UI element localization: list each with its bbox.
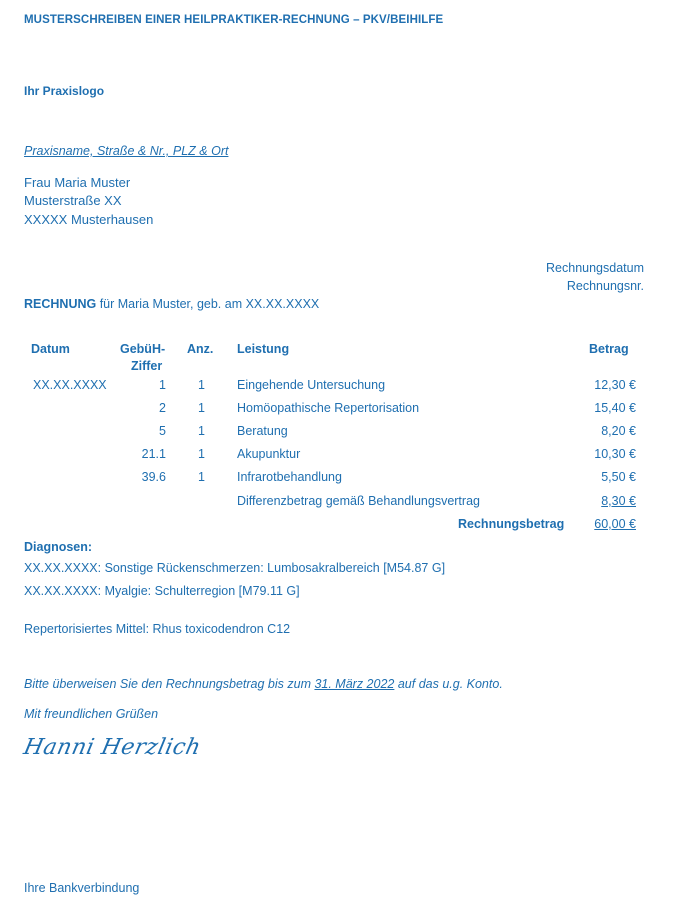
- row-betrag: 15,40 €: [594, 401, 636, 415]
- row-anzahl: 1: [198, 378, 205, 392]
- difference-label: Differenzbetrag gemäß Behandlungsvertrag: [237, 494, 480, 508]
- diagnosis-item: XX.XX.XXXX: Sonstige Rückenschmerzen: Lumbosakralbereich [M54.87 G]: [24, 561, 446, 575]
- row-betrag: 12,30 €: [594, 378, 636, 392]
- col-header-betrag: Betrag: [589, 342, 629, 356]
- row-betrag: 8,20 €: [601, 424, 636, 438]
- row-leistung: Eingehende Untersuchung: [237, 378, 386, 392]
- remedy-line: Repertorisiertes Mittel: Rhus toxicodendron C12: [24, 622, 291, 636]
- document-title: MUSTERSCHREIBEN EINER HEILPRAKTIKER-RECHNUNG – PKV/BEIHILFE: [24, 14, 444, 26]
- difference-value: 8,30 €: [601, 494, 636, 508]
- invoice-heading: [24, 297, 319, 311]
- row-anzahl: 1: [198, 424, 205, 438]
- row-leistung: Akupunktur: [237, 447, 301, 461]
- col-header-ziffer-line1: GebüH-: [120, 342, 166, 356]
- invoice-date-label: Rechnungsdatum: [546, 261, 644, 275]
- col-header-leistung: Leistung: [237, 342, 290, 356]
- diagnoses-heading: Diagnosen:: [24, 540, 93, 554]
- row-ziffer: 39.6: [141, 470, 166, 484]
- sender-address-line: Praxisname, Straße & Nr., PLZ & Ort: [24, 144, 229, 158]
- row-betrag: 10,30 €: [594, 447, 636, 461]
- row-leistung: Homöopathische Repertorisation: [237, 401, 420, 415]
- bank-details-label: Ihre Bankverbindung: [24, 881, 140, 895]
- payment-text-after: auf das u.g. Konto.: [394, 677, 503, 691]
- row-datum: XX.XX.XXXX: [33, 378, 107, 392]
- recipient-street: Musterstraße XX: [24, 193, 122, 208]
- row-leistung: Beratung: [237, 424, 288, 438]
- diagnosis-item: XX.XX.XXXX: Myalgie: Schulterregion [M79.11 G]: [24, 584, 300, 598]
- practice-logo-placeholder: Ihr Praxislogo: [24, 84, 105, 98]
- row-anzahl: 1: [198, 447, 205, 461]
- total-value: 60,00 €: [594, 517, 636, 531]
- invoice-number-label: Rechnungsnr.: [566, 279, 644, 293]
- row-anzahl: 1: [198, 401, 205, 415]
- payment-text-before: Bitte überweisen Sie den Rechnungsbetrag bis zum: [24, 677, 315, 691]
- row-ziffer: 5: [159, 424, 166, 438]
- col-header-ziffer-line2: Ziffer: [131, 359, 163, 373]
- invoice-heading-text: für Maria Muster, geb. am XX.XX.XXXX: [96, 297, 320, 311]
- col-header-datum: Datum: [31, 342, 70, 356]
- recipient-city: XXXXX Musterhausen: [24, 212, 154, 227]
- total-label: Rechnungsbetrag: [458, 517, 565, 531]
- col-header-anzahl: Anz.: [187, 342, 214, 356]
- row-ziffer: 2: [159, 401, 166, 415]
- row-ziffer: 1: [159, 378, 166, 392]
- row-anzahl: 1: [198, 470, 205, 484]
- signature: Hanni Herzlich: [21, 735, 204, 760]
- payment-due-date: 31. März 2022: [314, 677, 395, 691]
- closing-greeting: Mit freundlichen Grüßen: [24, 707, 159, 721]
- row-leistung: Infrarotbehandlung: [237, 470, 342, 484]
- row-ziffer: 21.1: [141, 447, 166, 461]
- row-betrag: 5,50 €: [601, 470, 636, 484]
- recipient-name: Frau Maria Muster: [24, 175, 131, 190]
- payment-instruction: [24, 677, 503, 691]
- invoice-heading-keyword: RECHNUNG: [24, 297, 97, 311]
